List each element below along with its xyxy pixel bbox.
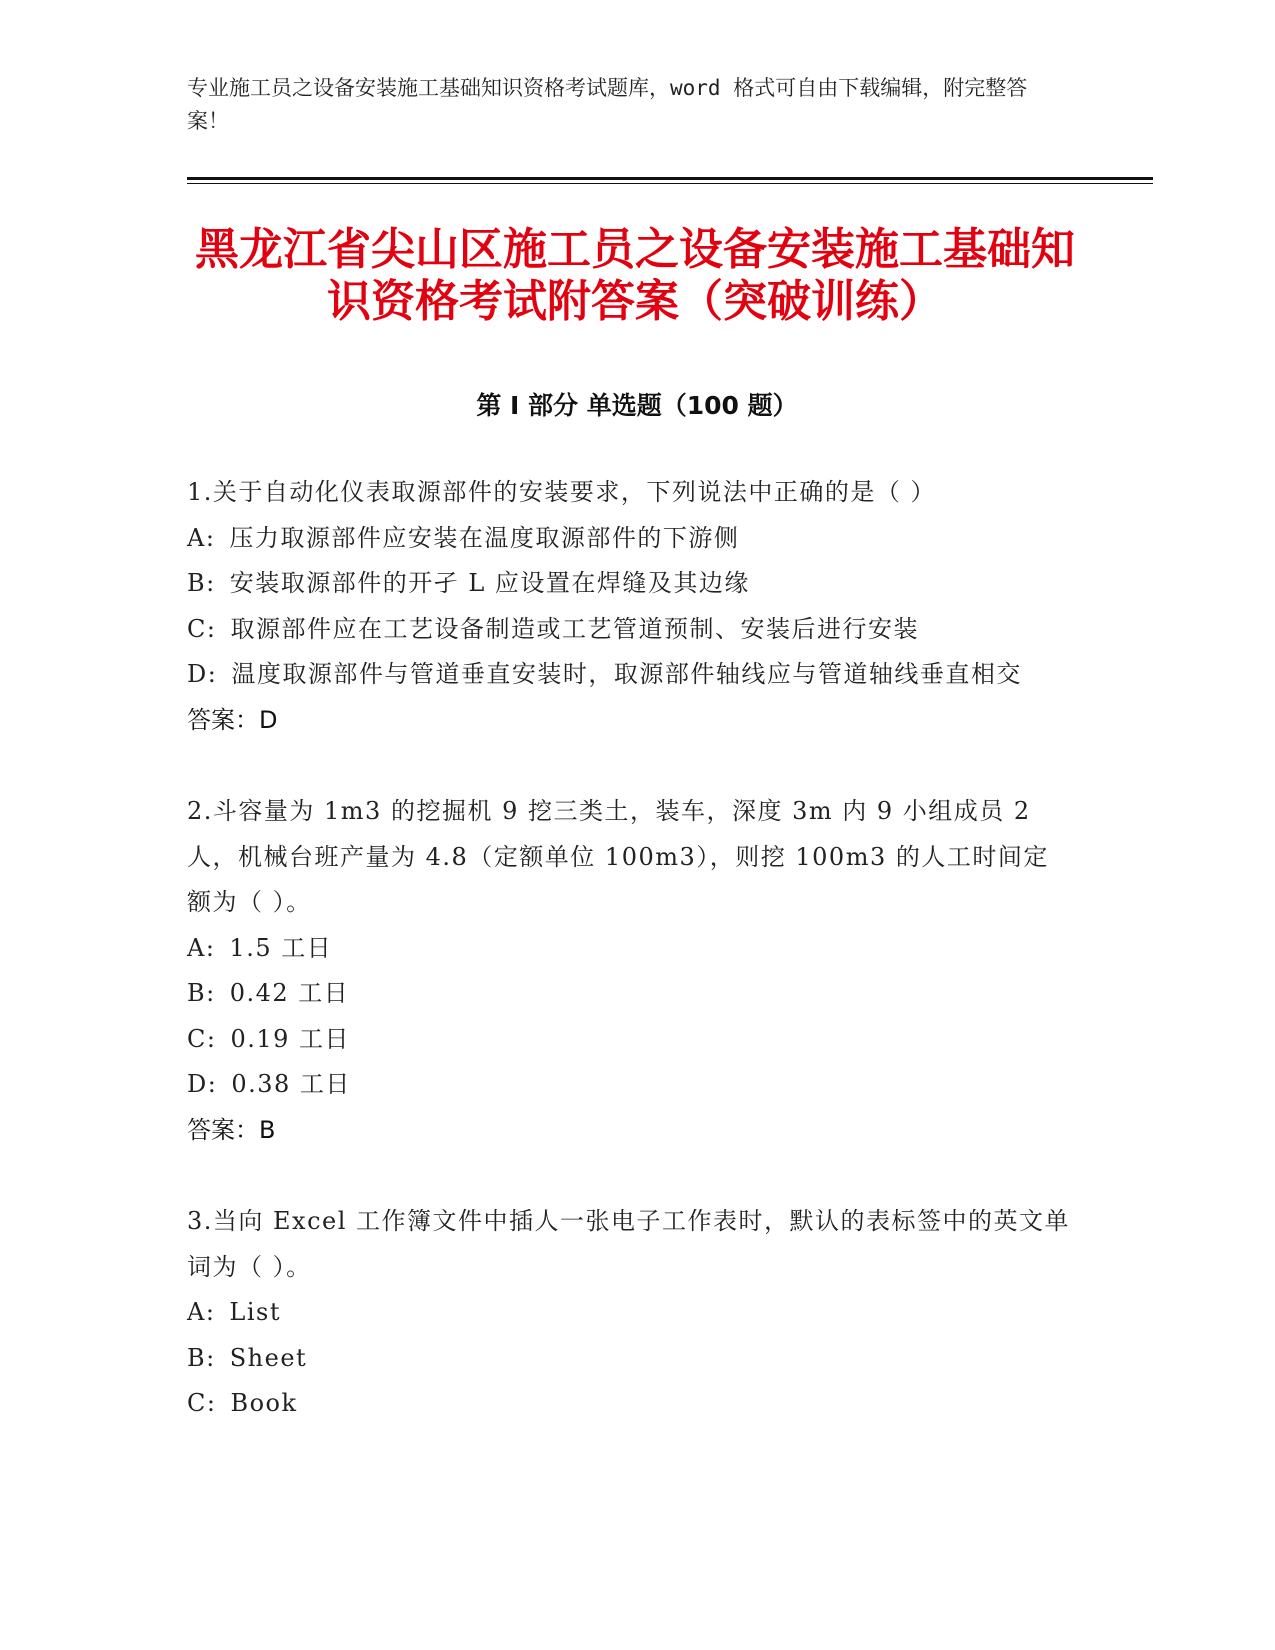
option-key: A: [187,523,216,552]
option-d [187,1062,1072,1108]
option-key: A: [187,933,216,962]
question-stem: 1.关于自动化仪表取源部件的安装要求，下列说法中正确的是（ ） [187,478,937,506]
option-key: B: [187,979,216,1007]
option-b [187,971,1072,1017]
question-stem: 2.斗容量为 1m3 的挖掘机 9 挖三类土，装车，深度 3m 内 9 小组成员 2 人，机械台班产量为 4.8（定额单位 100m3），则挖 100m3 的人工时间定额为（ ）。 [187,797,1049,916]
question-1 [187,470,1072,743]
option-key: B: [187,1343,216,1372]
answer-line: 答案：B [187,1115,276,1144]
option-text: List [229,1298,281,1326]
option-b [187,1336,1072,1382]
question-stem: 3.当向 Excel 工作簿文件中插人一张电子工作表时，默认的表标签中的英文单词为（ ）。 [187,1207,1071,1281]
question-3 [187,1199,1072,1427]
document-title: 黑龙江省尖山区施工员之设备安装施工基础知识资格考试附答案（突破训练） [195,224,1075,327]
option-c [187,1017,1072,1063]
option-a [187,926,1072,972]
option-text: 0.19 工日 [230,1024,351,1053]
option-text: Sheet [229,1343,308,1372]
question-list [187,470,1072,1473]
question-2 [187,789,1072,1153]
option-key: B: [187,569,216,597]
option-key: C: [187,1024,217,1053]
option-key: D: [187,660,218,688]
option-text: 温度取源部件与管道垂直安装时，取源部件轴线应与管道轴线垂直相交 [231,660,1022,688]
option-key: C: [187,1389,217,1417]
header-note: 专业施工员之设备安装施工基础知识资格考试题库，word 格式可自由下载编辑，附完整答案！ [187,76,1028,133]
option-text: 0.38 工日 [231,1070,351,1098]
option-text: 0.42 工日 [229,979,350,1007]
option-text: 1.5 工日 [229,933,333,962]
option-b [187,561,1072,607]
option-key: A: [187,1298,216,1326]
option-text: Book [230,1389,298,1417]
header-rule-thick [187,177,1153,180]
option-key: D: [187,1070,218,1098]
option-text: 安装取源部件的开孑 L 应设置在焊缝及其边缘 [229,569,750,597]
option-c [187,607,1072,653]
option-d [187,652,1072,698]
section-heading: 第 I 部分 单选题（100 题） [476,391,798,420]
header-rule-thin [187,183,1153,184]
option-a [187,516,1072,562]
answer-line: 答案：D [187,705,278,734]
option-a [187,1290,1072,1336]
option-text: 取源部件应在工艺设备制造或工艺管道预制、安装后进行安装 [230,614,919,643]
option-key: C: [187,614,217,643]
option-text: 压力取源部件应安装在温度取源部件的下游侧 [229,523,740,552]
option-c [187,1381,1072,1427]
